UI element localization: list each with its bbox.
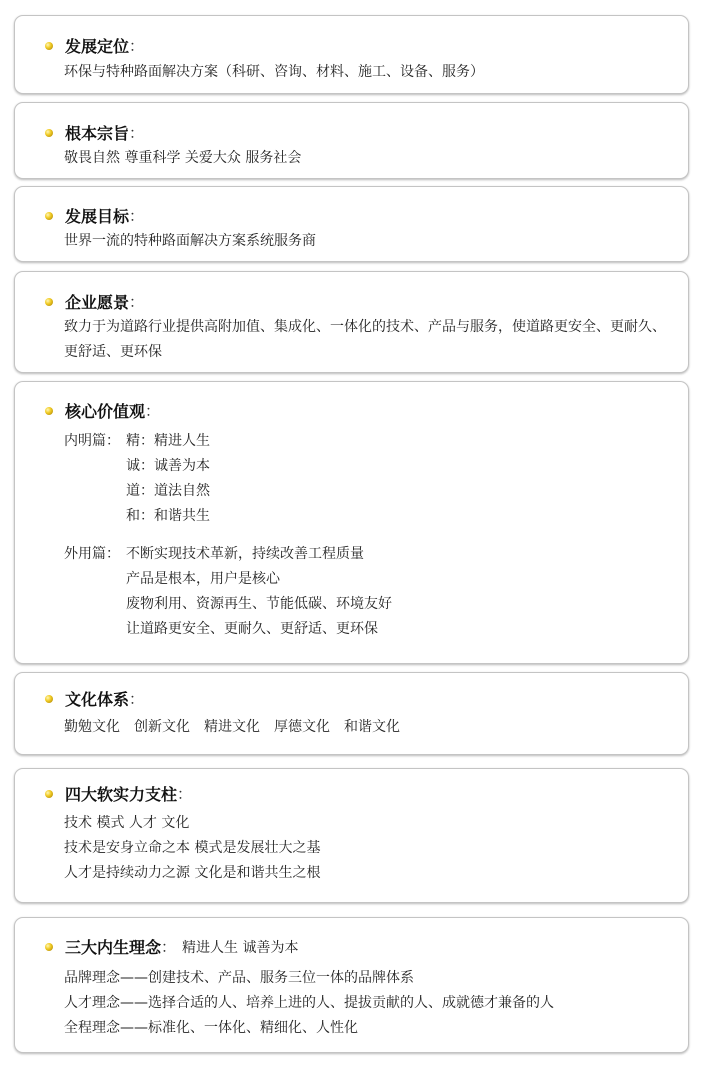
section-body (64, 146, 301, 171)
section-text: 环保与特种路面解决方案（科研、咨询、材料、施工、设备、服务） (64, 64, 484, 80)
outer-label: 外用篇： (64, 546, 120, 562)
title-colon: ： (129, 124, 145, 142)
section-header (45, 290, 144, 313)
bullet-icon (45, 943, 53, 951)
section-positioning (14, 15, 689, 94)
bullet-icon (45, 790, 53, 798)
section-title: 发展定位 (65, 37, 130, 56)
title-colon: ： (177, 785, 193, 803)
values-inner-row (64, 454, 392, 479)
section-text: 致力于为道路行业提供高附加值、集成化、一体化的技术、产品与服务，使道路更安全、更耐久、更舒适、更环保 (64, 319, 666, 360)
philosophy-line: 全程理念——标准化、一体化、精细化、人性化 (64, 1020, 358, 1036)
section-philosophy (14, 917, 689, 1053)
culture-item: 厚德文化 (274, 719, 330, 735)
title-colon: ： (145, 402, 161, 420)
section-body (64, 229, 316, 254)
title-colon: ： (129, 37, 145, 55)
section-body (64, 315, 674, 365)
section-title: 根本宗旨 (65, 124, 130, 143)
section-values (14, 381, 689, 664)
value-item: 精：精进人生 (126, 433, 210, 449)
section-subtitle: 精进人生 诚善为本 (182, 939, 299, 956)
bullet-icon (45, 407, 53, 415)
section-goal (14, 186, 689, 262)
culture-item: 精进文化 (204, 719, 260, 735)
section-text: 世界一流的特种路面解决方案系统服务商 (64, 233, 316, 249)
indent (64, 567, 126, 592)
bullet-icon (45, 129, 53, 137)
section-title: 核心价值观 (65, 402, 146, 421)
indent (64, 617, 126, 642)
section-title: 文化体系 (65, 690, 130, 709)
culture-item: 创新文化 (134, 719, 190, 735)
section-header (45, 399, 160, 422)
value-item: 废物利用、资源再生、节能低碳、环境友好 (126, 596, 392, 612)
indent (64, 592, 126, 617)
section-culture (14, 672, 689, 755)
section-text: 敬畏自然 尊重科学 关爱大众 服务社会 (64, 150, 302, 166)
section-body (64, 966, 554, 1041)
section-soft-power (14, 768, 689, 903)
value-item: 和：和谐共生 (126, 508, 210, 524)
section-mission (14, 102, 689, 179)
inner-label: 内明篇： (64, 433, 120, 449)
indent (64, 504, 126, 529)
values-outer-row (64, 592, 392, 617)
bullet-icon (45, 298, 53, 306)
section-header (45, 687, 144, 710)
title-colon: ： (129, 690, 145, 708)
title-colon: ： (161, 938, 177, 956)
section-header (45, 782, 192, 805)
section-header (45, 935, 298, 958)
values-inner-row (64, 429, 392, 454)
section-body (64, 429, 392, 642)
spacer (64, 529, 392, 542)
section-vision (14, 271, 689, 373)
section-body (64, 60, 484, 85)
section-title: 发展目标 (65, 207, 130, 226)
soft-power-line: 技术 模式 人才 文化 (64, 815, 190, 831)
value-item: 道：道法自然 (126, 483, 210, 499)
values-inner-row (64, 479, 392, 504)
section-header (45, 34, 144, 57)
bullet-icon (45, 212, 53, 220)
value-item: 诚：诚善为本 (126, 458, 210, 474)
value-item: 产品是根本，用户是核心 (126, 571, 280, 587)
philosophy-line: 品牌理念——创建技术、产品、服务三位一体的品牌体系 (64, 970, 414, 986)
section-title: 三大内生理念 (65, 938, 162, 957)
soft-power-line: 人才是持续动力之源 文化是和谐共生之根 (64, 865, 321, 881)
section-body (64, 715, 414, 740)
title-colon: ： (129, 293, 145, 311)
values-outer-row (64, 567, 392, 592)
culture-item: 和谐文化 (344, 719, 400, 735)
value-item: 不断实现技术革新，持续改善工程质量 (126, 546, 364, 562)
values-inner-row (64, 504, 392, 529)
section-title: 企业愿景 (65, 293, 130, 312)
values-outer-row (64, 617, 392, 642)
title-colon: ： (129, 207, 145, 225)
philosophy-line: 人才理念——选择合适的人、培养上进的人、提拔贡献的人、成就德才兼备的人 (64, 995, 554, 1011)
section-header (45, 121, 144, 144)
indent (64, 454, 126, 479)
value-item: 让道路更安全、更耐久、更舒适、更环保 (126, 621, 378, 637)
section-header (45, 204, 144, 227)
indent (64, 479, 126, 504)
bullet-icon (45, 695, 53, 703)
section-body (64, 811, 320, 886)
culture-item: 勤勉文化 (64, 719, 120, 735)
section-title: 四大软实力支柱 (65, 785, 178, 804)
values-outer-row (64, 542, 392, 567)
soft-power-line: 技术是安身立命之本 模式是发展壮大之基 (64, 840, 321, 856)
bullet-icon (45, 42, 53, 50)
